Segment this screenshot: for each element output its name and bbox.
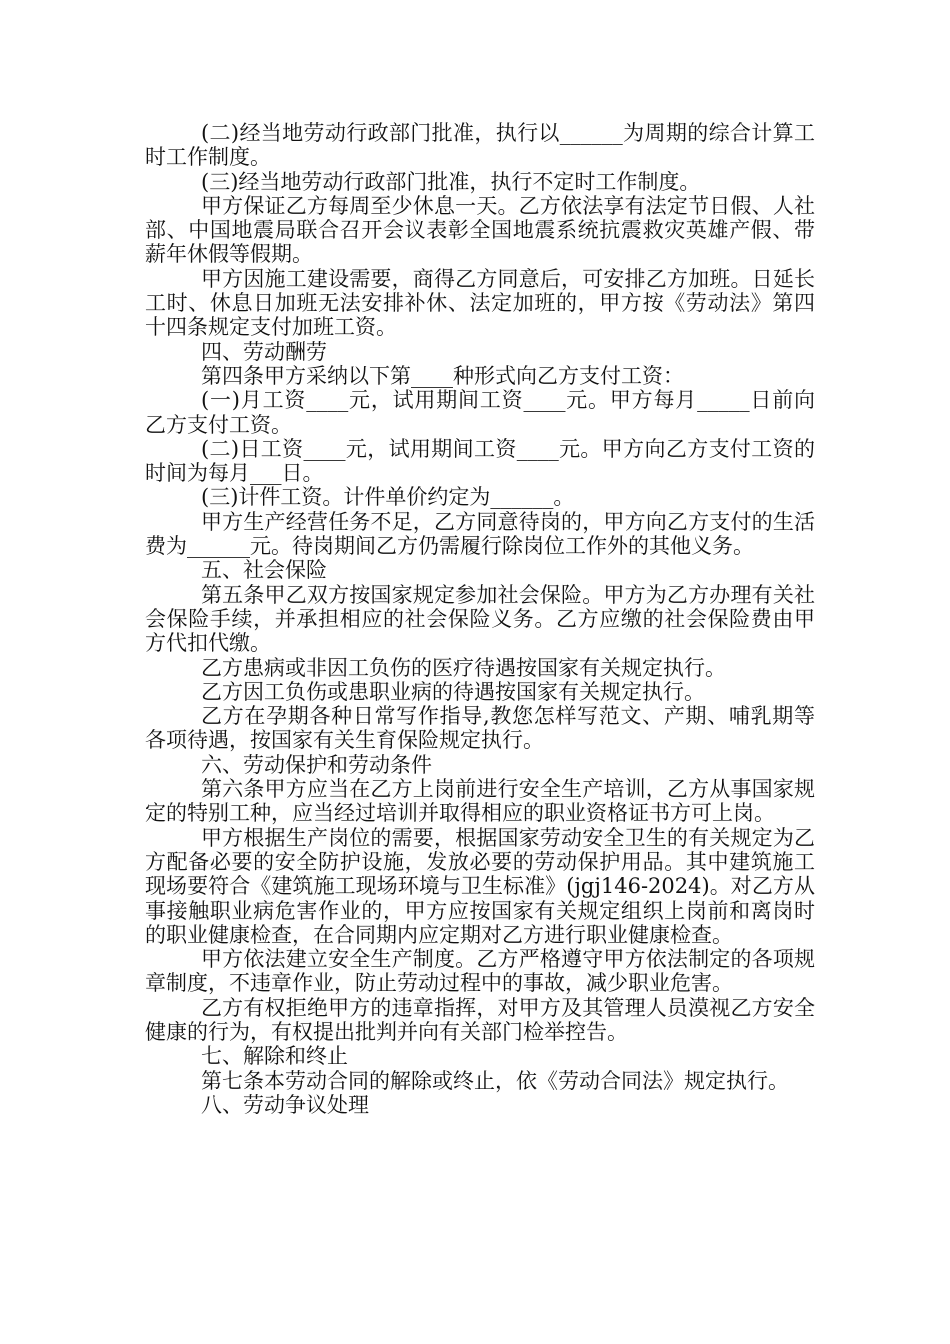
paragraph: 第六条甲方应当在乙方上岗前进行安全生产培训，乙方从事国家规定的特别工种，应当经过培训并取得相应的职业资格证书方可上岗。 [145, 777, 815, 826]
paragraph: (二)经当地劳动行政部门批准，执行以______为周期的综合计算工时工作制度。 [145, 121, 815, 170]
paragraph: 甲方依法建立安全生产制度。乙方严格遵守甲方依法制定的各项规章制度，不违章作业，防止劳动过程中的事故，减少职业危害。 [145, 947, 815, 996]
paragraph: 甲方生产经营任务不足，乙方同意待岗的，甲方向乙方支付的生活费为______元。待岗期间乙方仍需履行除岗位工作外的其他义务。 [145, 509, 815, 559]
paragraph: 第四条甲方采纳以下第____种形式向乙方支付工资： [201, 363, 684, 388]
section-heading: 五、社会保险 [201, 558, 327, 583]
paragraph: (一)月工资____元，试用期间工资____元。甲方每月_____日前向乙方支付工资。 [145, 388, 815, 437]
paragraph: 第七条本劳动合同的解除或终止，依《劳动合同法》规定执行。 [201, 1068, 789, 1093]
section-heading: 七、解除和终止 [201, 1044, 348, 1069]
paragraph: (三)经当地劳动行政部门批准，执行不定时工作制度。 [201, 169, 701, 194]
paragraph: (二)日工资____元，试用期间工资____元。甲方向乙方支付工资的时间为每月___日。 [145, 436, 815, 486]
document-body [145, 121, 815, 1117]
paragraph: 乙方有权拒绝甲方的违章指挥，对甲方及其管理人员漠视乙方安全健康的行为，有权提出批判并向有关部门检举控告。 [145, 995, 815, 1044]
section-heading: 四、劳动酬劳 [201, 339, 327, 364]
paragraph: 甲方因施工建设需要，商得乙方同意后，可安排乙方加班。日延长工时、休息日加班无法安排补休、法定加班的，甲方按《劳动法》第四十四条规定支付加班工资。 [145, 266, 815, 340]
paragraph: 甲方根据生产岗位的需要，根据国家劳动安全卫生的有关规定为乙方配备必要的安全防护设施，发放必要的劳动保护用品。其中建筑施工现场要符合《建筑施工现场环境与卫生标准》(jgj146-2024)。对乙方从事接触职业病危害作业的，甲方应按国家有关规定组织上岗前和离岗时的职业健康检查，在合同期内应定期对乙方进行职业健康检查。 [145, 825, 815, 947]
paragraph: 乙方在孕期各种日常写作指导,教您怎样写范文、产期、哺乳期等各项待遇，按国家有关生育保险规定执行。 [145, 704, 815, 753]
paragraph: 乙方因工负伤或患职业病的待遇按国家有关规定执行。 [201, 679, 705, 704]
paragraph: (三)计件工资。计件单价约定为______。 [201, 485, 575, 510]
section-heading: 六、劳动保护和劳动条件 [201, 752, 432, 777]
paragraph: 乙方患病或非因工负伤的医疗待遇按国家有关规定执行。 [201, 655, 726, 680]
section-heading: 八、劳动争议处理 [201, 1092, 369, 1117]
paragraph: 第五条甲乙双方按国家规定参加社会保险。甲方为乙方办理有关社会保险手续，并承担相应的社会保险义务。乙方应缴的社会保险费由甲方代扣代缴。 [145, 582, 815, 656]
paragraph: 甲方保证乙方每周至少休息一天。乙方依法享有法定节日假、人社部、中国地震局联合召开会议表彰全国地震系统抗震救灾英雄产假、带薪年休假等假期。 [145, 193, 815, 267]
